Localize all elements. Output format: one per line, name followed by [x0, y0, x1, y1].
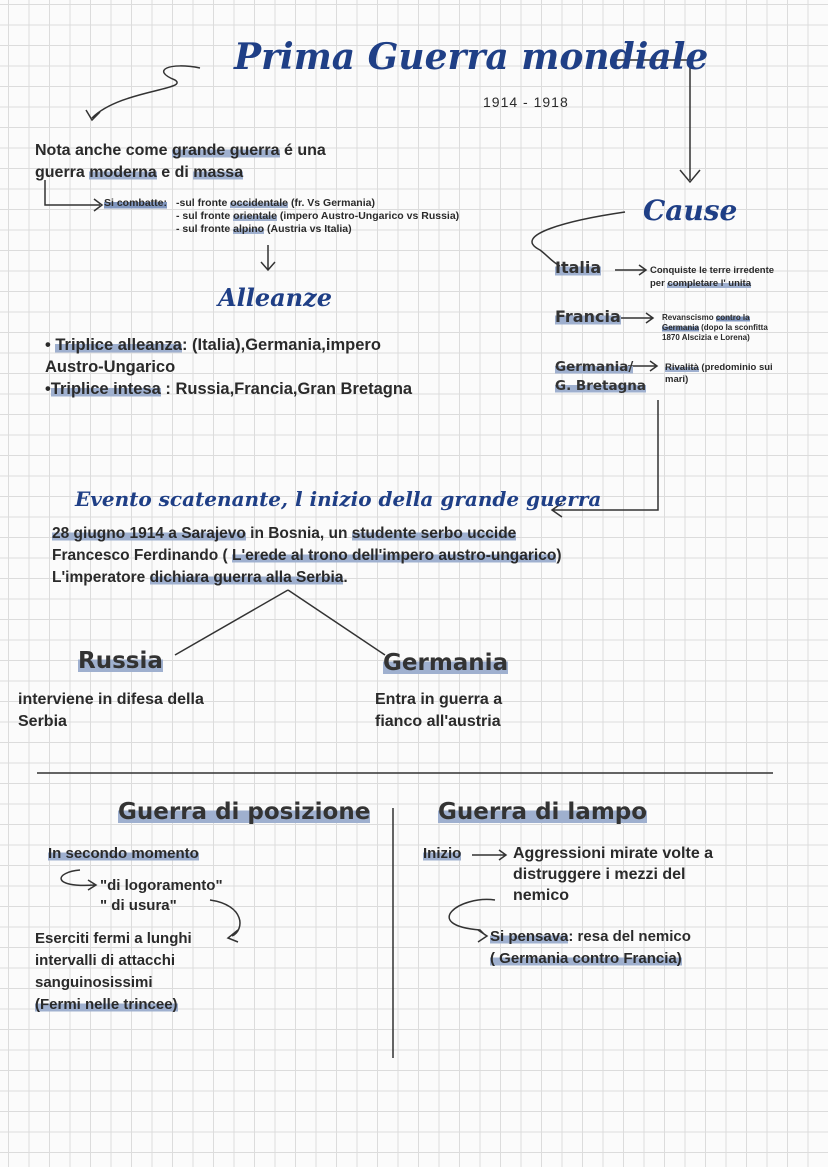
highlight: Germania — [662, 323, 699, 332]
text: Entra in guerra a — [375, 691, 503, 708]
highlight: Guerra di posizione — [118, 799, 371, 825]
text: "di logoramento" — [100, 877, 223, 894]
text: guerra — [35, 164, 90, 181]
arrow-title-to-cause — [610, 60, 700, 182]
text: Aggressioni mirate volte a — [513, 845, 714, 862]
highlight: Italia — [555, 258, 602, 277]
text: distruggere i mezzi del — [513, 866, 686, 883]
text: " di usura" — [100, 897, 177, 914]
evento-title: Evento scatenante, l inizio della grande guerra — [75, 487, 602, 511]
text: in Bosnia, un — [245, 525, 352, 542]
text: . — [343, 569, 348, 586]
arrow-francia — [620, 313, 653, 323]
text: - sul fronte — [176, 210, 234, 222]
highlight: Guerra di lampo — [438, 799, 648, 825]
russia-desc — [18, 689, 204, 733]
posizione-desc — [35, 928, 192, 1016]
highlight: alpino — [233, 223, 265, 235]
highlight: completare l' unita — [667, 278, 751, 289]
highlight: Si pensava — [490, 928, 569, 945]
text: Austro-Ungarico — [45, 358, 176, 376]
germania-desc — [375, 689, 502, 733]
text: : resa del nemico — [568, 928, 691, 945]
highlight: Inizio — [423, 845, 462, 862]
highlight: Triplice alleanza — [55, 336, 182, 354]
highlight: In secondo momento — [48, 845, 199, 862]
text: - sul fronte — [176, 223, 234, 235]
highlight: moderna — [89, 164, 157, 181]
highlight: 28 giugno 1914 a Sarajevo — [52, 525, 246, 542]
cause-francia — [555, 307, 621, 326]
cause-italia-desc — [650, 264, 774, 290]
text: nemico — [513, 887, 570, 904]
arrow-inizio — [472, 850, 506, 860]
cause-title: Cause — [643, 194, 738, 227]
highlight: dichiara guerra alla Serbia — [149, 569, 344, 586]
highlight: contro la — [715, 313, 750, 322]
text: per — [650, 278, 668, 289]
text: (dopo la sconfitta — [698, 323, 768, 332]
curved-arrow-title — [86, 66, 200, 120]
years: 1914 - 1918 — [483, 94, 569, 110]
highlight: Rivalità — [665, 362, 699, 373]
highlight: orientale — [233, 210, 277, 222]
text: : (Italia),Germania,impero — [181, 336, 381, 354]
fronts-block — [104, 197, 167, 210]
alleanze-list: • Triplice alleanza: (Italia),Germania,impero Austro-Ungarico •Triplice intesa : Russia,Francia,Gran Bretagna — [45, 336, 413, 398]
text: (predominio sui — [698, 362, 773, 373]
highlight: grande guerra — [171, 142, 280, 159]
text: Revanscismo — [662, 313, 716, 322]
text: sanguinosissimi — [35, 974, 153, 991]
highlight: Triplice intesa — [50, 380, 161, 398]
text: (impero Austro-Ungarico vs Russia) — [276, 210, 460, 222]
highlight: L'erede al trono dell'impero austro-ungarico — [232, 547, 557, 564]
arrow-italia — [615, 265, 646, 275]
text: mari) — [665, 374, 689, 385]
intro-text — [35, 140, 326, 184]
cause-francia-desc — [662, 313, 768, 343]
branch-lines — [175, 590, 385, 655]
cause-germania — [555, 358, 646, 396]
text: fianco all'austria — [375, 713, 501, 730]
arrow-to-fronts — [45, 180, 102, 211]
posizione-title — [118, 799, 370, 825]
text: Francesco Ferdinando ( — [52, 547, 233, 564]
highlight: massa — [193, 164, 244, 181]
curved-arrow-si-pensava — [449, 899, 495, 942]
text: 1870 Alscizia e Lorena) — [662, 333, 750, 342]
text: : Russia,Francia,Gran Bretagna — [160, 380, 413, 398]
highlight: Francia — [555, 307, 621, 326]
highlight: (Fermi nelle trincee) — [35, 996, 178, 1013]
highlight: Russia — [78, 648, 163, 674]
highlight: Germania — [383, 650, 509, 676]
lampo-si-pensava — [490, 926, 691, 970]
fronts-list — [176, 197, 459, 236]
highlight: ( Germania contro Francia) — [490, 950, 682, 967]
highlight: Germania/ — [555, 359, 634, 375]
lampo-title — [438, 799, 647, 825]
text: interviene in difesa della — [18, 691, 204, 708]
text: Conquiste le terre irredente — [650, 265, 775, 276]
text: (fr. Vs Germania) — [288, 197, 375, 209]
text: L'imperatore — [52, 569, 150, 586]
arrow-logoramento — [61, 870, 96, 890]
text: é una — [279, 142, 326, 159]
fronts-label: Si combatte: — [104, 197, 168, 209]
text: Serbia — [18, 713, 67, 730]
lampo-desc — [513, 843, 713, 906]
russia-title — [78, 648, 163, 674]
posizione-quotes — [100, 876, 223, 916]
text: intervalli di attacchi — [35, 952, 176, 969]
text: (Austria vs Italia) — [264, 223, 352, 235]
text: ) — [556, 547, 562, 564]
cause-germania-desc — [665, 362, 773, 386]
highlight: studente serbo uccide — [351, 525, 517, 542]
lampo-sub — [423, 845, 461, 862]
highlight: occidentale — [230, 197, 289, 209]
germania-title — [383, 650, 508, 676]
cause-italia — [555, 258, 601, 277]
highlight: G. Bretagna — [555, 378, 646, 394]
posizione-sub — [48, 845, 199, 862]
evento-text — [52, 523, 562, 589]
arrow-to-alleanze — [261, 245, 275, 270]
text: -sul fronte — [176, 197, 231, 209]
text: e di — [156, 164, 194, 181]
text: Nota anche come — [35, 142, 172, 159]
page-title: Prima Guerra mondiale — [234, 36, 709, 78]
alleanze-title: Alleanze — [218, 283, 333, 312]
text: Eserciti fermi a lunghi — [35, 930, 192, 947]
